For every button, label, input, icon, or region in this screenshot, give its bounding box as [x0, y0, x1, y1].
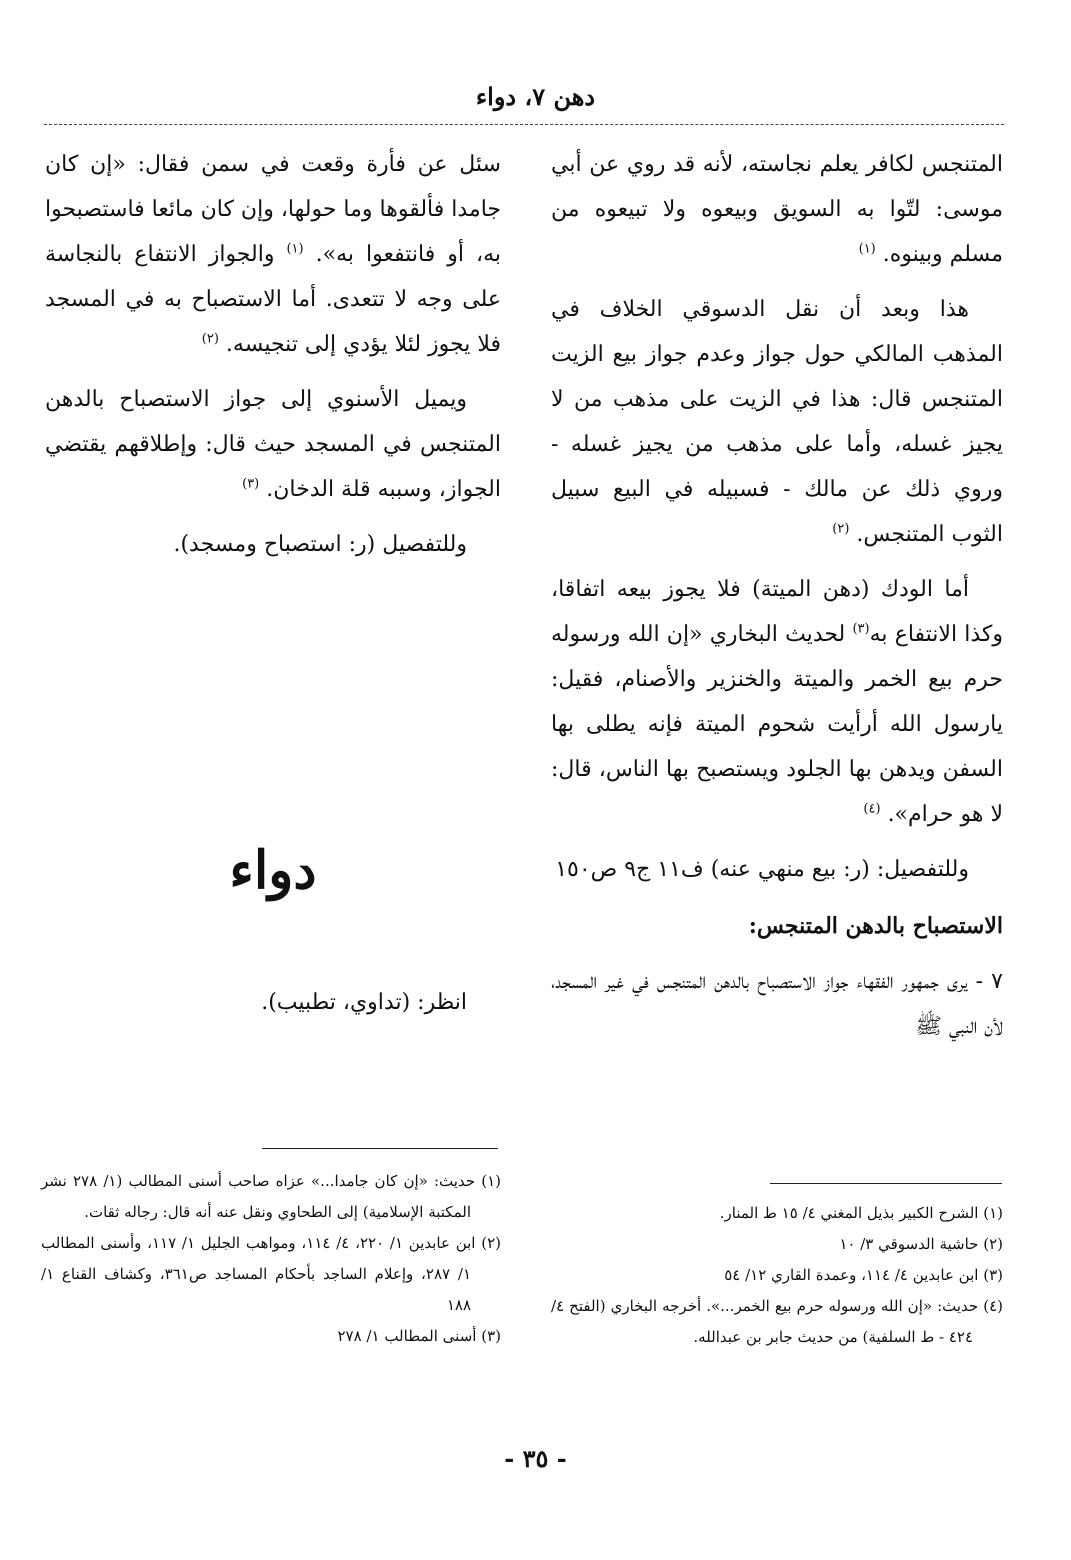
footnote: (٣) أسنى المطالب ١/ ٢٧٨ — [337, 1327, 501, 1345]
footnote: (٣) ابن عابدين ٤/ ١١٤، وعمدة القاري ١٢/ ٥٤ — [724, 1266, 1003, 1284]
footnote: (١) الشرح الكبير بذيل المغني ٤/ ١٥ ط المنار. — [719, 1204, 1003, 1222]
running-head: دهن ٧، دواء — [475, 82, 596, 111]
footnote-marker: (٢) — [201, 331, 219, 347]
right-paragraph-4: وللتفصيل: (ر: بيع منهي عنه) ف١١ ج٩ ص١٥٠ — [555, 857, 969, 882]
footnote-marker: (٤) — [863, 801, 881, 817]
entry-title: دواء — [229, 840, 317, 901]
right-paragraph-3: أما الودك (دهن الميتة) فلا يجوز بيعه اتفاقا، وكذا الانتفاع به$^{(٣)}$ لحديث البخاري «إن الله ورسوله حرم بيع الخمر والميتة والخنزير والأصنام، فقيل: يارسول الله أرأيت شحوم الميتة فإنه يطلى بها السفن ويدهن بها الجلود ويستصبح بها الناس، قال: لا هو حرام». $^{(٤)}$ — [551, 577, 1004, 827]
footnote-marker: (٣) — [852, 621, 870, 637]
right-paragraph-5: ٧ - يرى جمهور الفقهاء جواز الاستصباح بالدهن المتنجس في غير المسجد، لأن النبي ﷺ — [551, 969, 1003, 1039]
footnote-rule-right — [770, 1183, 1002, 1184]
header-rule — [44, 124, 1004, 125]
left-paragraph-2: ويميل الأسنوي إلى جواز الاستصباح بالدهن المتنجس في المسجد حيث قال: وإطلاقهم يقتضي الجواز، وسببه قلة الدخان. $^{(٣)}$ — [45, 387, 501, 502]
footnote: (٤) حديث: «إن الله ورسوله حرم بيع الخمر...». أخرجه البخاري (الفتح ٤/ ٤٢٤ - ط السلفية) من حديث جابر بن عبدالله. — [551, 1297, 1003, 1346]
footnote-marker: (٣) — [242, 476, 260, 492]
footnote: (٢) حاشية الدسوقي ٣/ ١٠ — [839, 1235, 1003, 1253]
page-number: - ٣٥ - — [504, 1444, 567, 1473]
footnote-marker: (٢) — [832, 521, 850, 537]
footnotes-right-column — [551, 1198, 1003, 1353]
left-paragraph-1: سئل عن فأرة وقعت في سمن فقال: «إن كان جامدا فألقوها وما حولها، وإن كان مائعا فاستصبحوا به، أو فانتفعوا به». $^{(١)}$ والجواز الانتفاع بالنجاسة على وجه لا تتعدى. أما الاستصباح به في المسجد فلا يجوز لئلا يؤدي إلى تنجيسه. $^{(٢)}$ — [45, 152, 501, 357]
footnote: (٢) ابن عابدين ١/ ٢٢٠، ٤/ ١١٤، ومواهب الجليل ١/ ١١٧، وأسنى المطالب ١/ ٢٨٧، وإعلام الساجد بأحكام المساجد ص٣٦١، وكشاف القناع ١/ ١٨٨ — [41, 1234, 502, 1314]
see-also-reference: انظر: (تداوي، تطبيب). — [261, 990, 467, 1015]
right-paragraph-2: هذا وبعد أن نقل الدسوقي الخلاف في المذهب المالكي حول جواز وعدم جواز بيع الزيت المتنجس قال: هذا في الزيت على مذهب من لا يجيز غسله، وأما على مذهب من يجيز غسله - وروي ذلك عن مالك - فسبيله في البيع سبيل الثوب المتنجس. $^{(٢)}$ — [551, 297, 1003, 547]
right-column — [551, 142, 1003, 1049]
left-paragraph-3: وللتفصيل (ر: استصباح ومسجد). — [173, 532, 467, 557]
footnote: (١) حديث: «إن كان جامدا...» عزاه صاحب أسنى المطالب (١/ ٢٧٨ نشر المكتبة الإسلامية) إلى الطحاوي ونقل عنه أنه قال: رجاله ثقات. — [41, 1172, 501, 1221]
footnotes-left-column — [41, 1166, 501, 1352]
footnote-rule-left — [262, 1148, 498, 1149]
left-column — [45, 142, 501, 567]
footnote-marker: (١) — [286, 241, 304, 257]
footnote-marker: (١) — [858, 241, 876, 257]
right-paragraph-1: المتنجس لكافر يعلم نجاسته، لأنه قد روي عن أبي موسى: لتّوا به السويق وبيعوه ولا تبيعوه من مسلم وبينوه. $^{(١)}$ — [551, 152, 1003, 267]
section-subheading: الاستصباح بالدهن المتنجس: — [748, 913, 1003, 939]
